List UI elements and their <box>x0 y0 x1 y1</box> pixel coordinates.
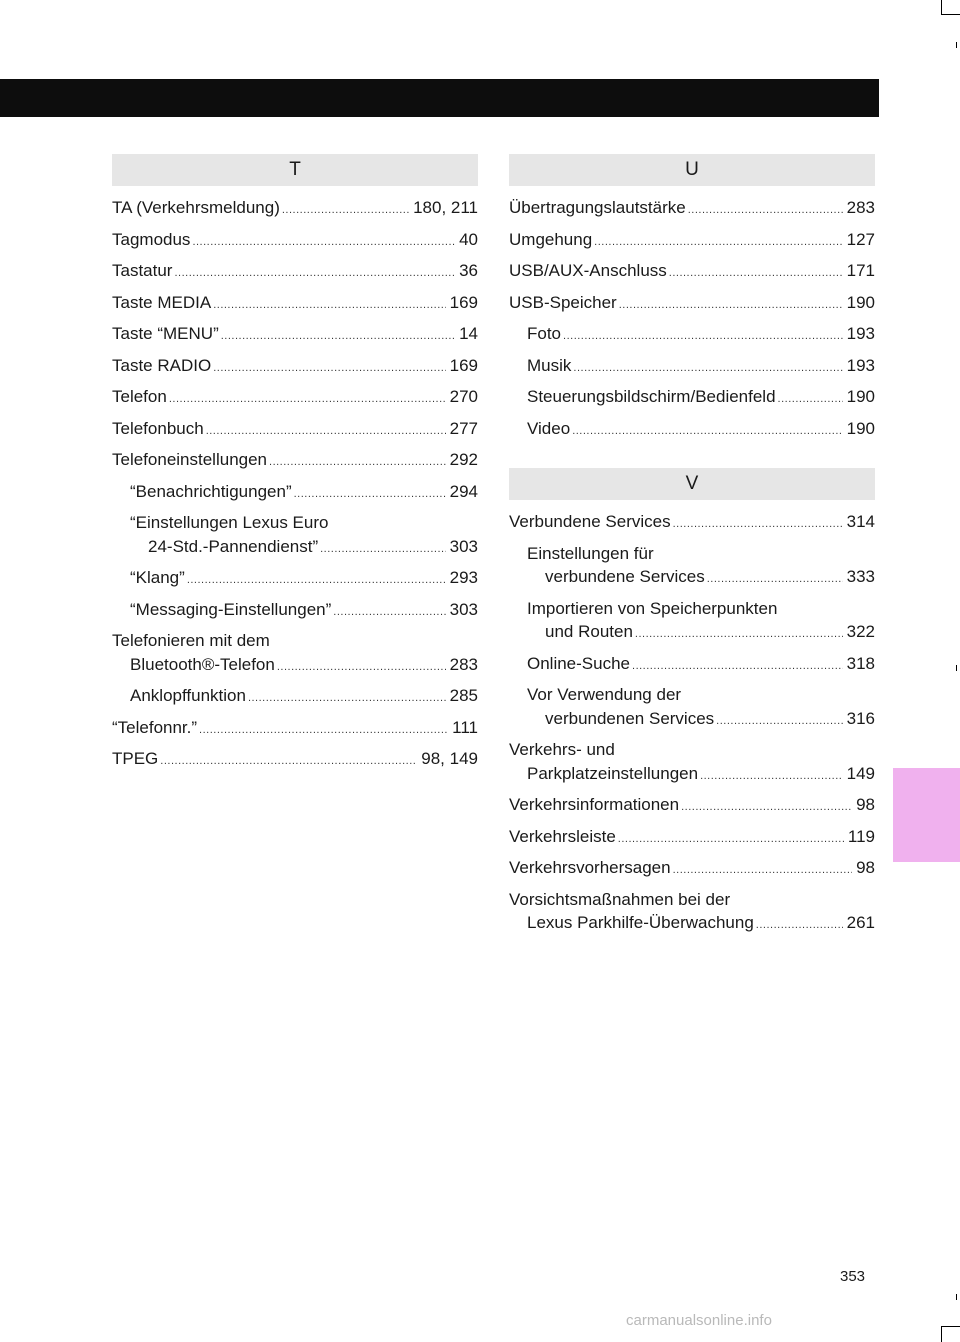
entry-text: Video <box>527 418 571 438</box>
index-entry <box>509 888 875 943</box>
index-subentry <box>509 385 875 417</box>
index-subentry <box>509 683 875 738</box>
header-bar <box>0 79 879 117</box>
entry-page: 318 <box>846 653 875 673</box>
entry-page: 303 <box>449 536 478 556</box>
index-entry <box>509 793 875 825</box>
entry-text: Taste RADIO <box>112 355 212 375</box>
leader-dots <box>756 914 843 938</box>
leader-dots <box>618 828 844 852</box>
entry-page: 169 <box>449 355 478 375</box>
entry-text-first-line: Einstellungen für <box>527 543 654 563</box>
crop-mark <box>941 1326 960 1327</box>
entry-page: 261 <box>846 913 875 932</box>
leader-dots <box>673 859 852 883</box>
page-number: 353 <box>840 1268 866 1285</box>
entry-text: Bluetooth®-Telefon <box>130 654 275 674</box>
index-entry <box>112 228 478 260</box>
leader-dots <box>174 262 455 286</box>
entry-text: Tastatur <box>112 261 173 280</box>
leader-dots <box>282 199 409 223</box>
leader-dots <box>213 357 445 381</box>
index-subentry <box>509 652 875 684</box>
entry-page: 14 <box>459 324 478 343</box>
index-entry <box>112 448 478 480</box>
leader-dots <box>594 231 842 255</box>
index-entry <box>509 259 875 291</box>
entry-text: “Telefonnr.” <box>112 717 198 737</box>
entry-text-first-line: Vor Verwendung der <box>527 685 682 704</box>
crop-mark <box>941 14 960 15</box>
leader-dots <box>688 199 843 223</box>
entry-page: 333 <box>846 567 875 586</box>
entry-page: 190 <box>846 292 875 312</box>
index-column-right <box>509 154 875 943</box>
entry-text: verbundenen Services <box>545 708 715 728</box>
leader-dots <box>221 325 455 349</box>
index-section-t <box>112 154 478 779</box>
leader-dots <box>716 710 842 734</box>
entry-page: 283 <box>449 654 478 674</box>
entry-text: Taste MEDIA <box>112 292 212 312</box>
entry-page: 40 <box>459 229 478 249</box>
index-entry <box>112 716 478 748</box>
leader-dots <box>635 623 843 647</box>
entry-page: 98 <box>856 795 875 814</box>
entry-text: TA (Verkehrsmeldung) <box>112 198 280 217</box>
entry-page: 169 <box>449 292 478 312</box>
index-entry <box>112 417 478 449</box>
entry-page: 127 <box>846 229 875 249</box>
leader-dots <box>573 357 842 381</box>
index-subentry <box>112 511 478 566</box>
index-entry <box>112 385 478 417</box>
entry-text-first-line: Verkehrs- und <box>509 740 615 759</box>
entry-text: Verkehrsleiste <box>509 826 616 846</box>
entry-text: Verbundene Services <box>509 512 671 531</box>
entry-page: 180, 211 <box>413 198 478 217</box>
entry-page: 292 <box>449 450 478 469</box>
index-entry <box>509 291 875 323</box>
entry-text: Anklopffunktion <box>130 686 246 705</box>
entry-text: Übertragungslautstärke <box>509 198 686 217</box>
entry-text: Verkehrsvorhersagen <box>509 858 671 877</box>
leader-dots <box>700 765 843 789</box>
index-subentry <box>112 566 478 598</box>
leader-dots <box>778 388 843 412</box>
index-entry <box>112 291 478 323</box>
entry-page: 283 <box>846 198 875 217</box>
entry-page: 190 <box>846 387 875 406</box>
index-subentry <box>112 684 478 716</box>
crop-mark <box>941 1326 942 1342</box>
entry-page: 190 <box>846 418 875 438</box>
leader-dots <box>669 262 843 286</box>
entry-text: 24-Std.-Pannendienst” <box>148 536 319 556</box>
index-subentry <box>112 480 478 512</box>
index-entry <box>112 747 478 779</box>
entry-page: 270 <box>449 387 478 406</box>
entry-text: Taste “MENU” <box>112 324 219 343</box>
crop-mark <box>956 1294 957 1300</box>
entry-page: 171 <box>846 261 875 280</box>
leader-dots <box>169 388 446 412</box>
entry-text: Online-Suche <box>527 653 631 673</box>
index-entry <box>509 196 875 228</box>
section-letter: T <box>112 154 478 186</box>
entry-text: Umgehung <box>509 229 593 249</box>
leader-dots <box>320 538 446 562</box>
entry-page: 316 <box>846 708 875 728</box>
entry-text-first-line: Vorsichtsmaßnahmen bei der <box>509 889 731 909</box>
index-column-left <box>112 154 478 779</box>
entry-text: Verkehrsinformationen <box>509 795 680 814</box>
index-subentry <box>509 354 875 386</box>
leader-dots <box>333 601 445 625</box>
leader-dots <box>673 513 843 537</box>
entry-text: und Routen <box>545 622 633 641</box>
entry-text: Parkplatzeinstellungen <box>527 763 699 783</box>
index-entry <box>509 738 875 793</box>
entry-text: Musik <box>527 355 572 375</box>
leader-dots <box>269 451 446 475</box>
entry-page: 119 <box>847 826 875 846</box>
entry-text-first-line: Telefonieren mit dem <box>112 631 270 650</box>
entry-page: 193 <box>846 324 875 343</box>
leader-dots <box>619 294 843 318</box>
entry-page: 98 <box>856 858 875 877</box>
leader-dots <box>213 294 445 318</box>
entry-page: 98, 149 <box>421 749 478 768</box>
section-letter: V <box>509 468 875 500</box>
entry-text: “Messaging-Einstellungen” <box>130 599 332 619</box>
entry-page: 193 <box>846 355 875 375</box>
entry-text: TPEG <box>112 749 159 768</box>
entry-text-first-line: “Einstellungen Lexus Euro <box>130 513 329 532</box>
index-entry <box>112 196 478 228</box>
leader-dots <box>160 750 417 774</box>
entry-text: Telefonbuch <box>112 418 204 438</box>
entry-text: “Klang” <box>130 568 185 587</box>
index-entry <box>509 510 875 542</box>
index-entry <box>112 354 478 386</box>
entry-text: “Benachrichtigungen” <box>130 481 292 501</box>
index-entry <box>509 825 875 857</box>
crop-mark <box>956 665 957 671</box>
leader-dots <box>707 568 843 592</box>
entry-page: 149 <box>846 763 875 783</box>
leader-dots <box>199 719 448 743</box>
leader-dots <box>632 655 843 679</box>
entry-text: Steuerungsbildschirm/Bedienfeld <box>527 387 776 406</box>
leader-dots <box>187 569 446 593</box>
entry-page: 285 <box>449 686 478 705</box>
crop-mark <box>956 42 957 48</box>
index-entry <box>112 322 478 354</box>
entry-page: 294 <box>449 481 478 501</box>
leader-dots <box>277 656 446 680</box>
entry-text: verbundene Services <box>545 567 705 586</box>
entry-text: USB-Speicher <box>509 292 617 312</box>
leader-dots <box>572 420 842 444</box>
index-subentry <box>509 542 875 597</box>
entry-page: 111 <box>452 717 478 737</box>
index-entry <box>509 228 875 260</box>
entry-text: Telefon <box>112 387 167 406</box>
leader-dots <box>206 420 446 444</box>
entry-text: Tagmodus <box>112 229 191 249</box>
index-entry <box>112 259 478 291</box>
crop-mark <box>941 0 942 14</box>
entry-page: 277 <box>449 418 478 438</box>
entry-text-first-line: Importieren von Speicherpunkten <box>527 598 778 618</box>
index-subentry <box>509 322 875 354</box>
index-subentry <box>509 417 875 449</box>
index-section-v <box>509 468 875 943</box>
index-section-u <box>509 154 875 448</box>
leader-dots <box>192 231 455 255</box>
watermark: carmanualsonline.info <box>626 1312 772 1329</box>
leader-dots <box>563 325 843 349</box>
entry-text: USB/AUX-Anschluss <box>509 261 667 280</box>
entry-page: 293 <box>449 568 478 587</box>
entry-text: Telefoneinstellungen <box>112 450 268 469</box>
leader-dots <box>248 687 446 711</box>
index-subentry <box>509 597 875 652</box>
index-tab-marker <box>893 768 960 862</box>
index-entry <box>509 856 875 888</box>
entry-page: 322 <box>846 622 875 641</box>
entry-page: 36 <box>459 261 478 280</box>
index-entry <box>112 629 478 684</box>
section-letter: U <box>509 154 875 186</box>
index-subentry <box>112 598 478 630</box>
entry-page: 314 <box>846 512 875 531</box>
leader-dots <box>681 796 852 820</box>
leader-dots <box>294 483 446 507</box>
entry-text: Lexus Parkhilfe-Überwachung <box>527 913 754 932</box>
entry-page: 303 <box>449 599 478 619</box>
entry-text: Foto <box>527 324 562 343</box>
